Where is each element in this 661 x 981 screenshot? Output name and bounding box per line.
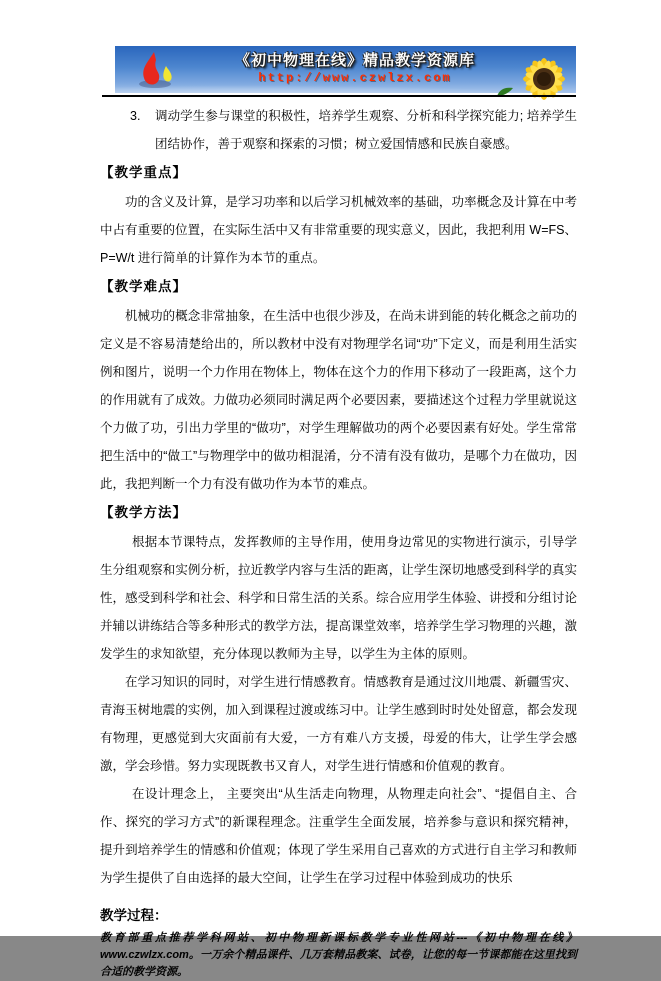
- banner-title: 《初中物理在线》精品教学资源库: [234, 52, 475, 69]
- section-heading-methods: 【教学方法】: [100, 505, 187, 520]
- site-banner: [115, 46, 576, 93]
- banner-url: http://www.czwlzx.com: [258, 71, 452, 85]
- process-heading: 教学过程：: [100, 908, 168, 923]
- key-points-paragraph: 功的含义及计算，是学习功率和以后学习机械效率的基础，功率概念及计算在中考中占有重要的位置，在实际生活中又有非常重要的现实意义，因此，我把利用 W=FS、P=W/t 进行简单的计算作为本节的重点。: [100, 195, 577, 265]
- footer-promo-note: 教育部重点推荐学科网站、初中物理新课标教学专业性网站---《初中物理在线》www.czwlzx.com。一万余个精品课件、几万套精品教案、试卷，让您的每一节课都能在这里找到合适的教学资源。: [100, 932, 577, 978]
- document-content: [100, 102, 577, 981]
- objective-list-item: [100, 102, 577, 158]
- flame-logo-icon: [133, 50, 179, 90]
- objective-text: 调动学生参与课堂的积极性，培养学生观察、分析和科学探究能力; 培养学生团结协作，善于观察和探索的习惯；树立爱国情感和民族自豪感。: [155, 109, 577, 151]
- difficulties-paragraph: 机械功的概念非常抽象，在生活中也很少涉及，在尚未讲到能的转化概念之前功的定义是不容易清楚给出的，所以教材中没有对物理学名词“功”下定义，而是利用生活实例和图片，说明一个力作用在物体上，物体在这个力的作用下移动了一段距离，这个力的作用就有了成效。力做功必须同时满足两个必要因素，要描述这个过程力学里就说这个力做了功，引出力学里的“做功”，对学生理解做功的两个必要因素有好处。学生常常把生活中的“做工”与物理学中的做功相混淆，分不清有没有做功，是哪个力在做功，因此，我把判断一个力有没有做功作为本节的难点。: [100, 309, 577, 491]
- methods-paragraph-1: 根据本节课特点，发挥教师的主导作用，使用身边常见的实物进行演示，引导学生分组观察和实例分析，拉近教学内容与生活的距离，让学生深切地感受到科学的真实性，感受到科学和社会、科学和日常生活的关系。综合应用学生体验、讲授和分组讨论并辅以讲练结合等多种形式的教学方法，提高课堂效率，培养学生学习物理的兴趣，激发学生的求知欲望，充分体现以教师为主导，以学生为主体的原则。: [100, 535, 577, 661]
- methods-paragraph-3: 在设计理念上， 主要突出“从生活走向物理，从物理走向社会”、“提倡自主、合作、探究的学习方式”的新课程理念。注重学生全面发展，培养参与意识和探究精神，提升到培养学生的情感和价值观；体现了学生采用自己喜欢的方式进行自主学习和教师为学生提供了自由选择的最大空间，让学生在学习过程中体验到成功的快乐: [100, 787, 577, 885]
- objective-number: 3.: [130, 109, 141, 123]
- banner-text-block: [205, 49, 505, 85]
- section-heading-key-points: 【教学重点】: [100, 165, 187, 180]
- methods-paragraph-2: 在学习知识的同时，对学生进行情感教育。情感教育是通过汶川地震、新疆雪灾、青海玉树地震的实例，加入到课程过渡或练习中。让学生感到时时处处留意，都会发现有物理，更感觉到大灾面前有大爱，一方有难八方支援，母爱的伟大，让学生学会感激，学会珍惜。努力实现既教书又育人，对学生进行情感和价值观的教育。: [100, 675, 577, 773]
- section-heading-difficulties: 【教学难点】: [100, 279, 187, 294]
- header-divider: [102, 95, 576, 97]
